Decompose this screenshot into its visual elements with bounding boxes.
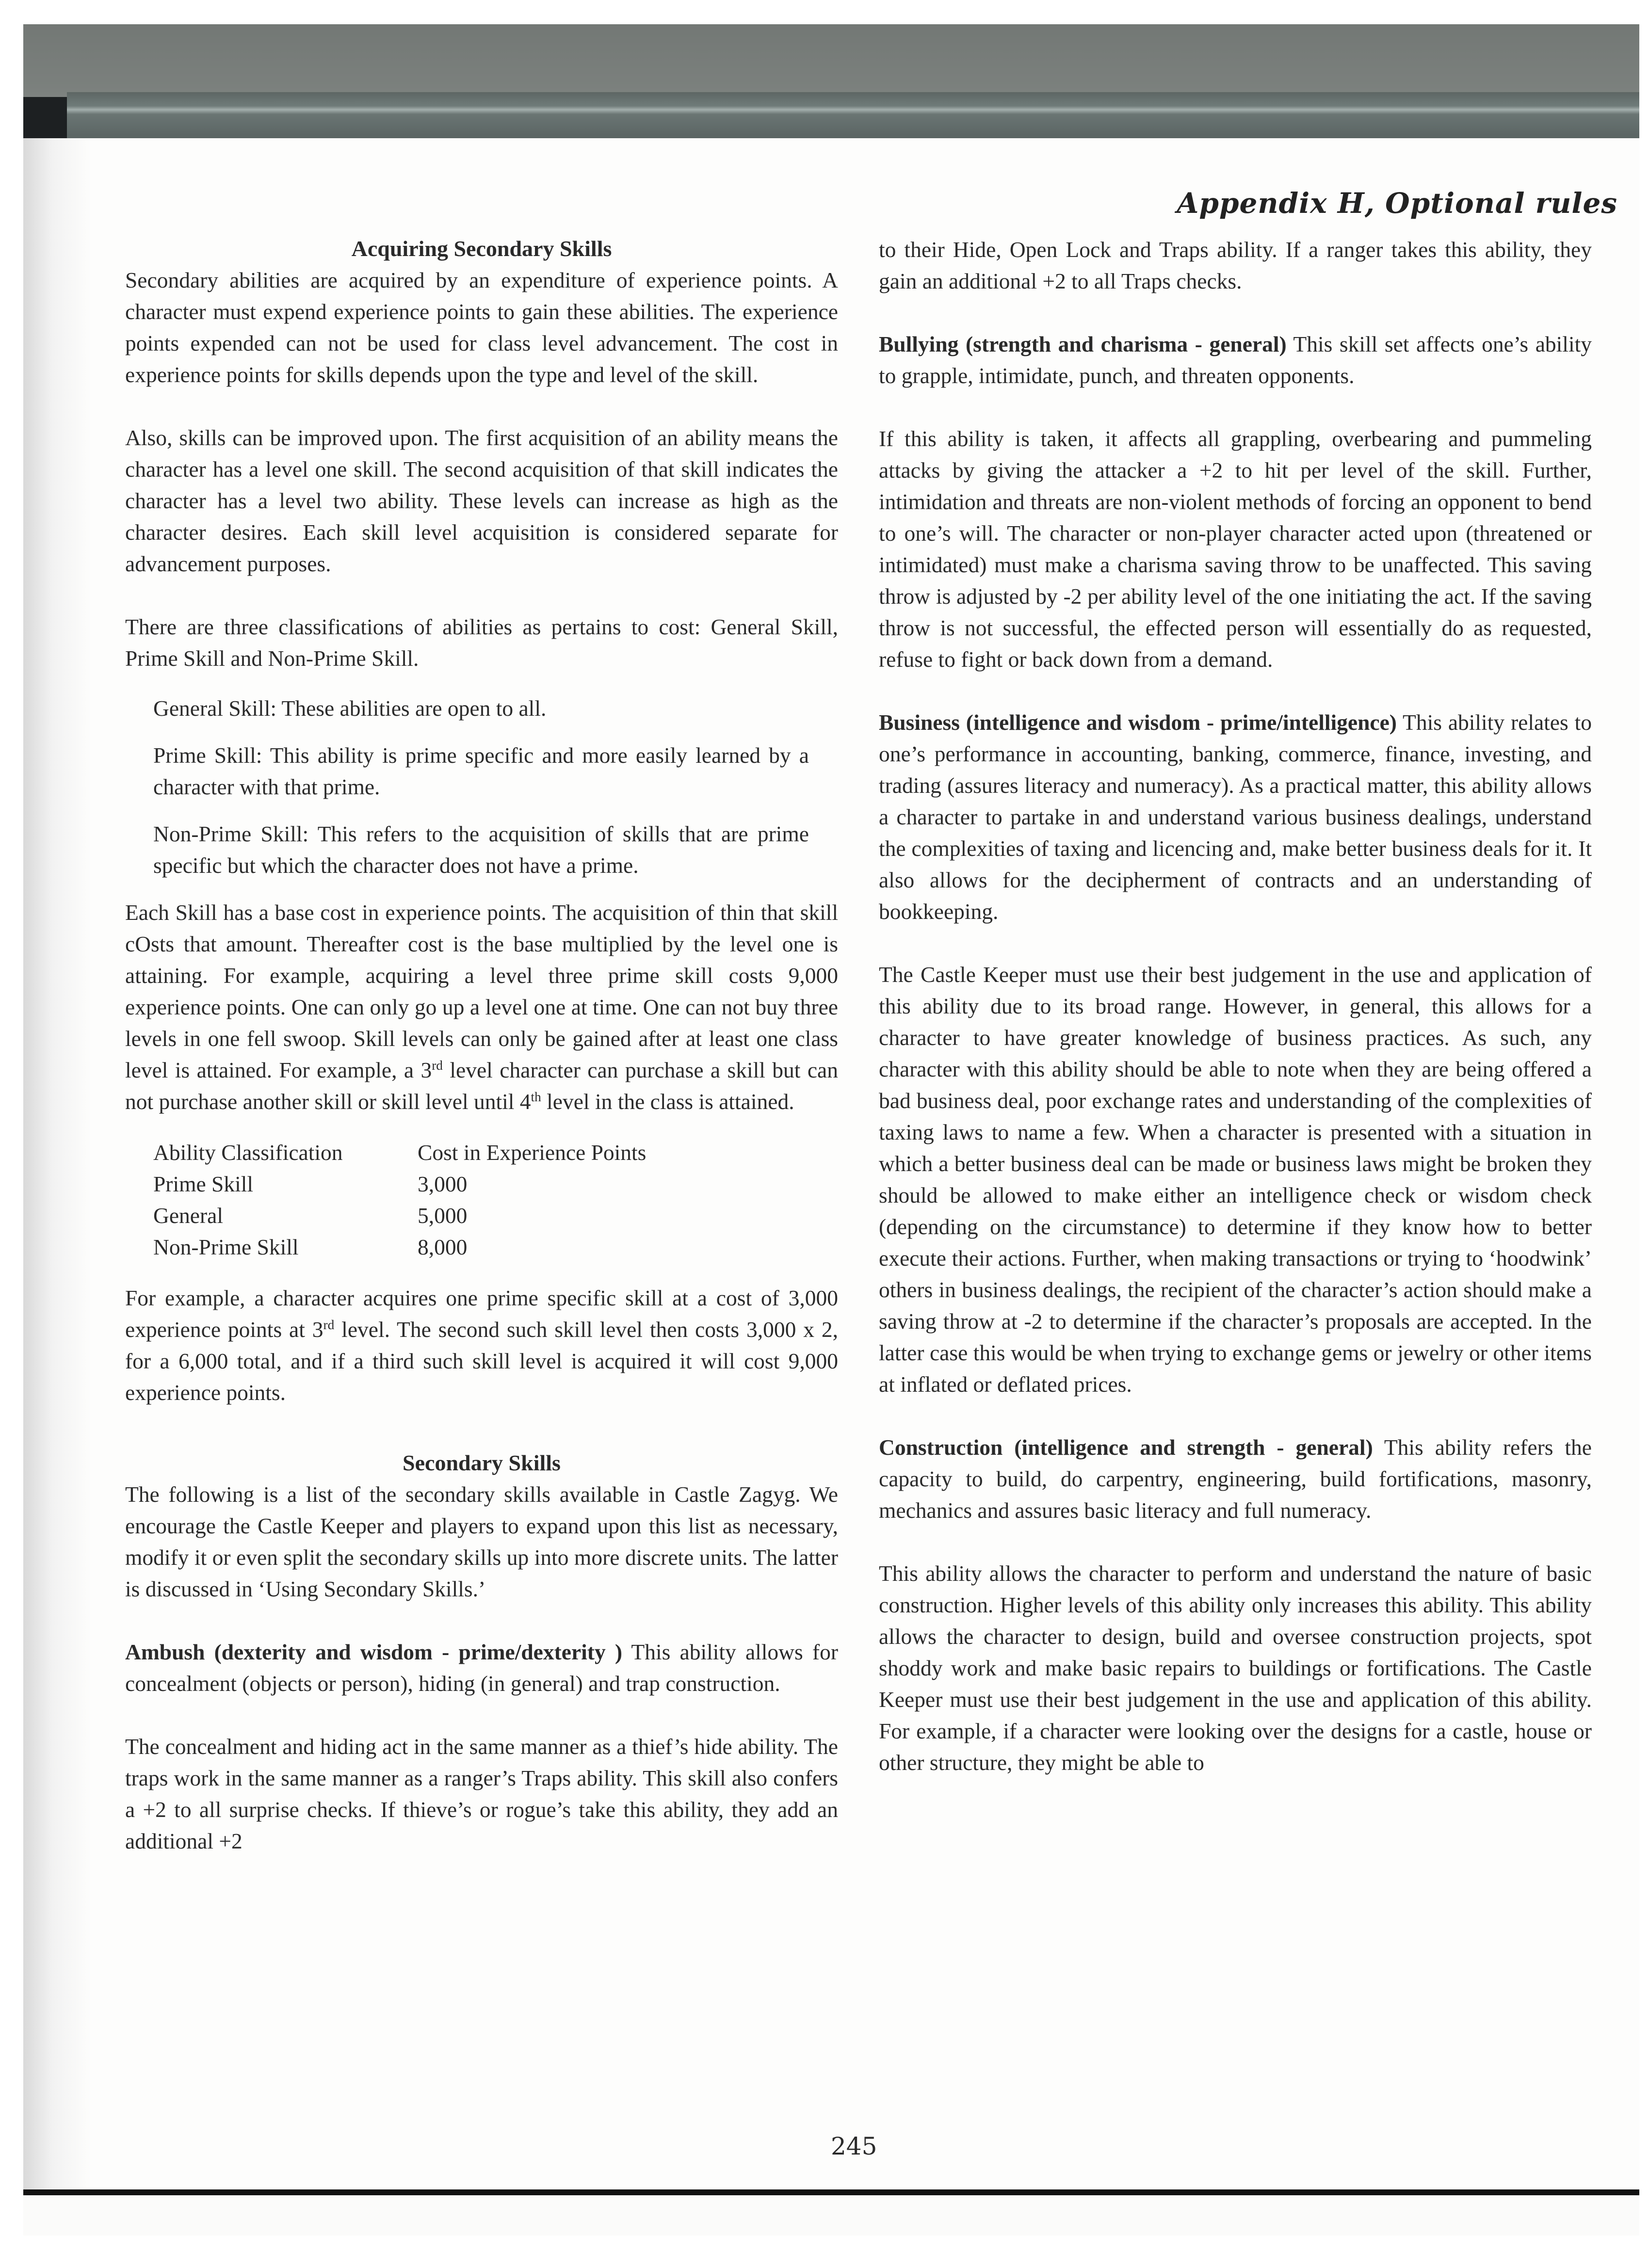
right-column: [879, 234, 1592, 1810]
page-number: 245: [831, 2132, 877, 2160]
table-row: [153, 1200, 646, 1231]
skill-title: Ambush (dexterity and wisdom - prime/dexterity ): [125, 1640, 623, 1664]
table-cell: 8,000: [418, 1235, 468, 1259]
page-stack-edge: [67, 92, 1639, 138]
scan-corner-shadow: [23, 97, 67, 138]
definition-non-prime-skill: Non-Prime Skill: This refers to the acquisition of skills that are prime specific but which the character does not have a prime.: [153, 821, 809, 878]
definition-general-skill: General Skill: These abilities are open to all.: [153, 696, 547, 721]
table-row: [153, 1168, 646, 1200]
skill-entry-construction: Construction (intelligence and strength - general) This ability refers the capacity to build, do carpentry, engineering, build fortifications, masonry, mechanics and assures basic literacy and full numeracy.: [879, 1435, 1592, 1523]
paragraph: The concealment and hiding act in the same manner as a thief’s hide ability. The traps work in the same manner as a ranger’s Traps ability. This skill also confers a +2 to all surprise checks. If thieve’s or rogue’s take this ability, they add an additional +2: [125, 1734, 838, 1853]
section-heading-secondary-skills: Secondary Skills: [403, 1450, 561, 1475]
column-header: Ability Classification: [153, 1140, 343, 1165]
skill-title: Construction (intelligence and strength - general): [879, 1435, 1373, 1460]
paragraph: If this ability is taken, it affects all grappling, overbearing and pummeling attacks by giving the attacker a +2 to hit per level of the skill. Further, intimidation and threats are non-violent methods of forcing an opponent to bend to one’s will. The character or non-player character acted upon (threatened or intimidated) must make a charisma saving throw to be unaffected. This saving throw is adjusted by -2 per ability level of the one initiating the act. If the saving throw is not successful, the effected person will essentially do as requested, refuse to fight or back down from a demand.: [879, 426, 1592, 672]
paragraph: Also, skills can be improved upon. The first acquisition of an ability means the character has a level one skill. The second acquisition of that skill indicates the character has a level two ability. These levels can increase as high as the character desires. Each skill level acquisition is considered separate for advancement purposes.: [125, 425, 838, 576]
running-head: Appendix H, Optional rules: [1177, 187, 1617, 220]
paragraph: For example, a character acquires one prime specific skill at a cost of 3,000 experience points at 3rd level. The second such skill level then costs 3,000 x 2, for a 6,000 total, and if a third such skill level is acquired it will cost 9,000 experience points.: [125, 1286, 838, 1405]
bottom-edge-rule: [23, 2189, 1639, 2195]
table-cell: Prime Skill: [153, 1172, 254, 1196]
paragraph: The Castle Keeper must use their best judgement in the use and application of this ability due to its broad range. However, in general, this allows for a character to have greater knowledge of business practices. As such, any character with this ability should be able to note when they are being offered a bad business deal, poor exchange rates and understanding of the complexities of taxing laws to name a few. When a character is presented with a situation in which a better business deal can be made or business laws might be broken they should be allowed to make either an intelligence check or wisdom check (depending on the circumstance) to determine if they know how to better execute their actions. Further, when making transactions or trying to ‘hoodwink’ others in business dealings, the recipient of the character’s action should make a saving throw at -2 to determine if the character’s proposals are accepted. In the latter case this would be when trying to exchange gems or jewelry or other items at inflated or deflated prices.: [879, 962, 1592, 1397]
skill-entry-ambush: Ambush (dexterity and wisdom - prime/dexterity ) This ability allows for concealment (objects or person), hiding (in general) and trap construction.: [125, 1640, 838, 1696]
cost-table: [153, 1137, 646, 1263]
paragraph: Each Skill has a base cost in experience points. The acquisition of thin that skill cOsts that amount. Thereafter cost is the base multiplied by the level one is attaining. For example, acquiring a level three prime skill costs 9,000 experience points. One can only go up a level one at time. One can not buy three levels in one fell swoop. Skill levels can only be gained after at least one class level is attained. For example, a 3rd level character can purchase a skill but can not purchase another skill or skill level until 4th level in the class is attained.: [125, 900, 838, 1114]
definition-prime-skill: Prime Skill: This ability is prime specific and more easily learned by a character with that prime.: [153, 743, 809, 799]
paragraph: Secondary abilities are acquired by an expenditure of experience points. A character must expend experience points to gain these abilities. The experience points expended can not be used for class level advancement. The cost in experience points for skills depends upon the type and level of the skill.: [125, 268, 838, 387]
skill-entry-bullying: Bullying (strength and charisma - general) This skill set affects one’s ability to grapple, intimidate, punch, and threaten opponents.: [879, 332, 1592, 388]
left-column: [125, 233, 838, 1888]
paragraph: to their Hide, Open Lock and Traps ability. If a ranger takes this ability, they gain an additional +2 to all Traps checks.: [879, 237, 1592, 293]
book-edge-shadow: [23, 24, 1639, 138]
skill-title: Business (intelligence and wisdom - prime/intelligence): [879, 710, 1397, 735]
table-row: [153, 1231, 646, 1263]
paragraph: There are three classifications of abilities as pertains to cost: General Skill, Prime Skill and Non-Prime Skill.: [125, 614, 838, 671]
paragraph: The following is a list of the secondary skills available in Castle Zagyg. We encourage the Castle Keeper and players to expand upon this list as necessary, modify it or even split the secondary skills up into more discrete units. The latter is discussed in ‘Using Secondary Skills.’: [125, 1482, 838, 1601]
table-cell: Non-Prime Skill: [153, 1235, 299, 1259]
paragraph: This ability allows the character to perform and understand the nature of basic construction. Higher levels of this ability only increases this ability. This ability allows the character to design, build and oversee construction projects, spot shoddy work and make basic repairs to buildings or fortifications. The Castle Keeper must use their best judgement in the use and application of this ability. For example, if a character were looking over the designs for a castle, house or other structure, they might be able to: [879, 1561, 1592, 1775]
skill-entry-business: Business (intelligence and wisdom - prime/intelligence) This ability relates to one’s performance in accounting, banking, commerce, finance, investing, and trading (assures literacy and numeracy). As a practical matter, this ability allows a character to partake in and understand various business dealings, understand the complexities of taxing and licencing and, make better business deals for it. It also allows for the decipherment of contracts and an understanding of bookkeeping.: [879, 710, 1592, 924]
table-header-row: [153, 1137, 646, 1168]
column-header: Cost in Experience Points: [418, 1140, 647, 1165]
section-heading-acquiring: Acquiring Secondary Skills: [351, 236, 612, 261]
table-cell: 5,000: [418, 1203, 468, 1228]
skill-title: Bullying (strength and charisma - general): [879, 332, 1287, 356]
table-cell: General: [153, 1203, 223, 1228]
table-cell: 3,000: [418, 1172, 468, 1196]
